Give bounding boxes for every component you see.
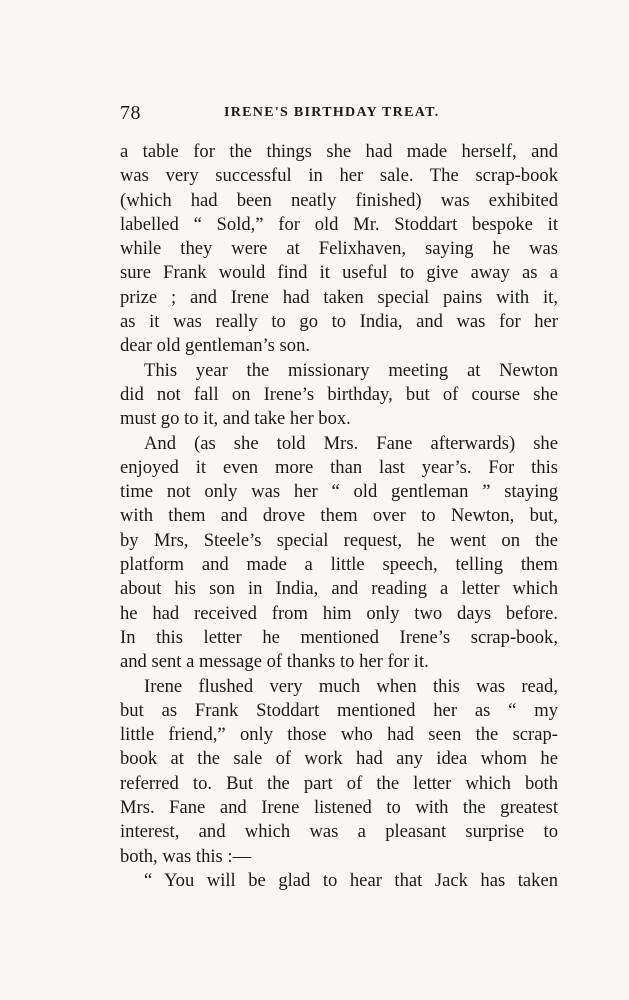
text-line: dear old gentleman’s son.	[120, 335, 311, 357]
text-line: did not fall on Irene’s birthday, but of course she	[120, 383, 558, 405]
text-line: Irene flushed very much when this was read,	[144, 675, 558, 697]
text-line: and sent a message of thanks to her for it.	[120, 651, 429, 673]
text-line: referred to. But the part of the letter which both	[120, 772, 558, 794]
text-line: by Mrs, Steele’s special request, he went on the	[120, 529, 558, 551]
text-line: with them and drove them over to Newton, but,	[120, 505, 558, 527]
page-number: 78	[120, 102, 141, 124]
text-line: he had received from him only two days before.	[120, 602, 558, 624]
text-line: labelled “ Sold,” for old Mr. Stoddart bespoke it	[120, 213, 558, 235]
text-line: Mrs. Fane and Irene listened to with the greatest	[120, 797, 558, 819]
text-line: This year the missionary meeting at Newton	[144, 359, 558, 381]
running-title: IRENE'S BIRTHDAY TREAT.	[224, 105, 440, 120]
text-line: time not only was her “ old gentleman ” staying	[120, 481, 558, 503]
body-text	[120, 140, 558, 893]
text-line: about his son in India, and reading a letter which	[120, 578, 558, 600]
text-line: “ You will be glad to hear that Jack has taken	[144, 869, 558, 891]
text-line: sure Frank would find it useful to give away as a	[120, 262, 558, 284]
text-line: was very successful in her sale. The scrap-book	[120, 165, 558, 187]
text-line: enjoyed it even more than last year’s. For this	[120, 456, 558, 478]
text-line: interest, and which was a pleasant surprise to	[120, 821, 558, 843]
text-line: And (as she told Mrs. Fane afterwards) she	[144, 432, 558, 454]
text-line: (which had been neatly finished) was exhibited	[120, 189, 558, 211]
text-line: a table for the things she had made herself, and	[120, 141, 558, 162]
running-head	[120, 102, 560, 130]
text-line: prize ; and Irene had taken special pains with it,	[120, 286, 558, 308]
text-line: while they were at Felixhaven, saying he was	[120, 238, 558, 260]
text-line: must go to it, and take her box.	[120, 408, 351, 430]
text-line: as it was really to go to India, and was for her	[120, 311, 558, 333]
text-line: little friend,” only those who had seen the scrap-	[120, 724, 558, 746]
text-line: In this letter he mentioned Irene’s scrap-book,	[120, 626, 558, 648]
text-line: both, was this :—	[120, 845, 252, 867]
text-line: book at the sale of work had any idea whom he	[120, 748, 558, 770]
text-line: platform and made a little speech, telling them	[120, 554, 558, 576]
text-line: but as Frank Stoddart mentioned her as “ my	[120, 699, 558, 721]
